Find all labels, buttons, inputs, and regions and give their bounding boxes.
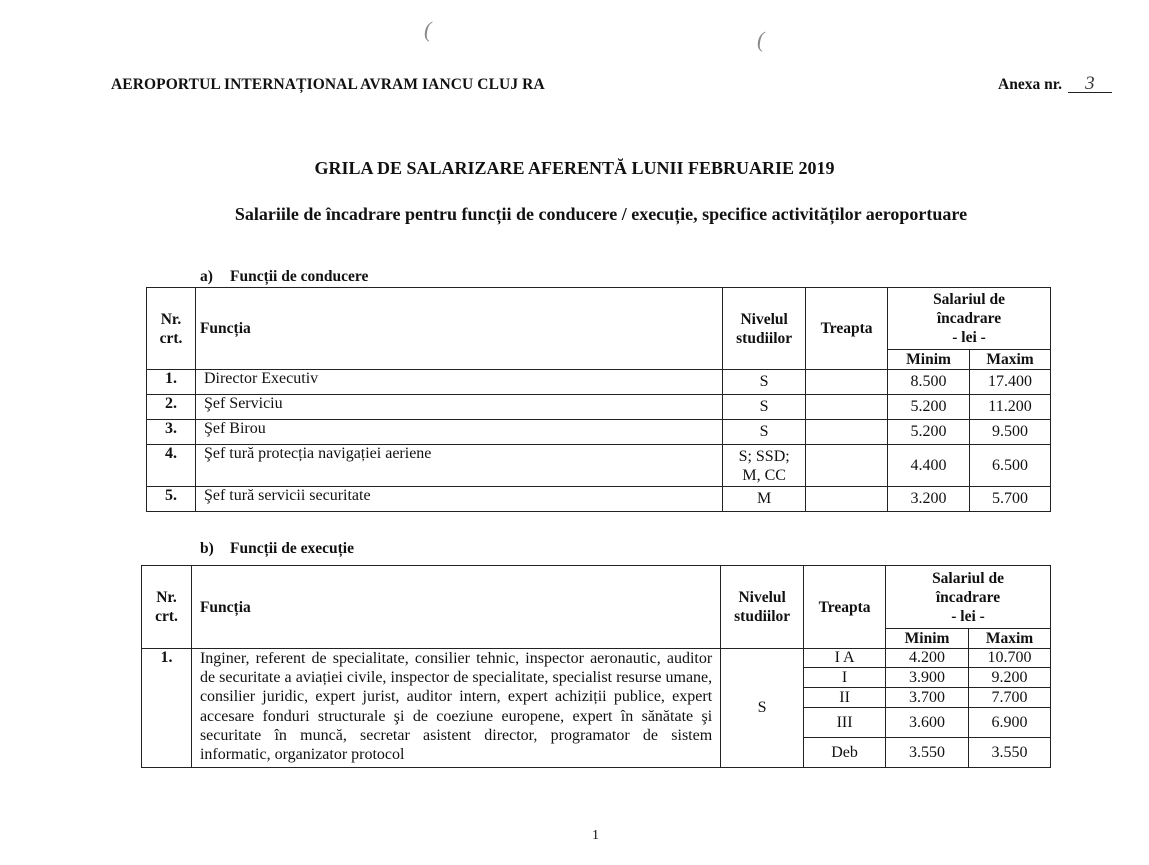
document-title: GRILA DE SALARIZARE AFERENTĂ LUNII FEBRUARIE 2019 [314, 158, 835, 178]
annex-label: Anexa nr. [998, 76, 1063, 93]
table-row: 1. Director Executiv S 8.500 17.400 [147, 370, 1051, 395]
col-nr-header: Nr. crt. [147, 288, 196, 370]
section-a-heading [200, 268, 368, 286]
col-function-header: Funcția [191, 566, 720, 649]
col-step-header: Treapta [804, 566, 886, 649]
table-row: 1. Inginer, referent de specialitate, consilier tehnic, inspector aeronautic, auditor de securitate a aviației civile, inspector de specialitate, specialist resurse umane, consilier juridic, expert jurist, auditor intern, expert achiziții publice, expert accesare fonduri structurale şi de coeziune europene, expert în sănătate şi securitate în muncă, secretar asistent director, programator de sistem informatic, organizator protocol S I A 4.200 10.700 [142, 649, 1051, 668]
section-b-letter: b) [200, 540, 214, 557]
table-row: 2. Şef Serviciu S 5.200 11.200 [147, 395, 1051, 420]
col-study-header: Nivelul studiilor [721, 566, 804, 649]
col-min-header: Minim [888, 350, 970, 370]
section-a-label: Funcții de conducere [230, 268, 369, 285]
table-row: 3. Şef Birou S 5.200 9.500 [147, 420, 1051, 445]
table-execution-functions [141, 565, 1051, 768]
table-row: I 3.900 9.200 [142, 668, 1051, 688]
annex-label-group [998, 73, 1112, 94]
table-management-functions [146, 287, 1051, 512]
organization-name: AEROPORTUL INTERNAȚIONAL AVRAM IANCU CLUJ RA [111, 76, 545, 93]
col-function-header: Funcția [195, 288, 722, 370]
document-subtitle: Salariile de încadrare pentru funcții de conducere / execuție, specifice activităților aeroportuare [234, 204, 968, 224]
table-row: 4. Şef tură protecția navigației aeriene S; SSD; M, CC 4.400 6.500 [147, 445, 1051, 487]
table-row: III 3.600 6.900 [142, 708, 1051, 738]
col-max-header: Maxim [969, 629, 1051, 649]
section-b-label: Funcții de execuție [230, 540, 354, 557]
col-step-header: Treapta [806, 288, 888, 370]
scan-mark: ( [757, 27, 765, 52]
col-salary-header: Salariul de încadrare - lei - [888, 288, 1051, 350]
col-nr-header: Nr. crt. [142, 566, 192, 649]
section-a-letter: a) [200, 268, 213, 285]
annex-number: 3 [1068, 76, 1112, 93]
col-salary-header: Salariul de încadrare - lei - [886, 566, 1051, 629]
table-row: 5. Şef tură servicii securitate M 3.200 5.700 [147, 487, 1051, 512]
col-study-header: Nivelul studiilor [723, 288, 806, 370]
table-row: Deb 3.550 3.550 [142, 738, 1051, 768]
col-max-header: Maxim [970, 350, 1051, 370]
section-b-heading [200, 540, 354, 558]
function-description: Inginer, referent de specialitate, consilier tehnic, inspector aeronautic, auditor de securitate a aviației civile, inspector de specialitate, specialist resurse umane, consilier juridic, expert jurist, auditor intern, expert achiziții publice, expert accesare fonduri structurale şi de coeziune europene, expert în sănătate şi securitate în muncă, secretar asistent director, programator de sistem informatic, organizator protocol [191, 649, 720, 768]
page-number: 1 [592, 828, 599, 843]
scan-mark: ( [424, 17, 432, 42]
table-row: II 3.700 7.700 [142, 688, 1051, 708]
col-min-header: Minim [886, 629, 969, 649]
